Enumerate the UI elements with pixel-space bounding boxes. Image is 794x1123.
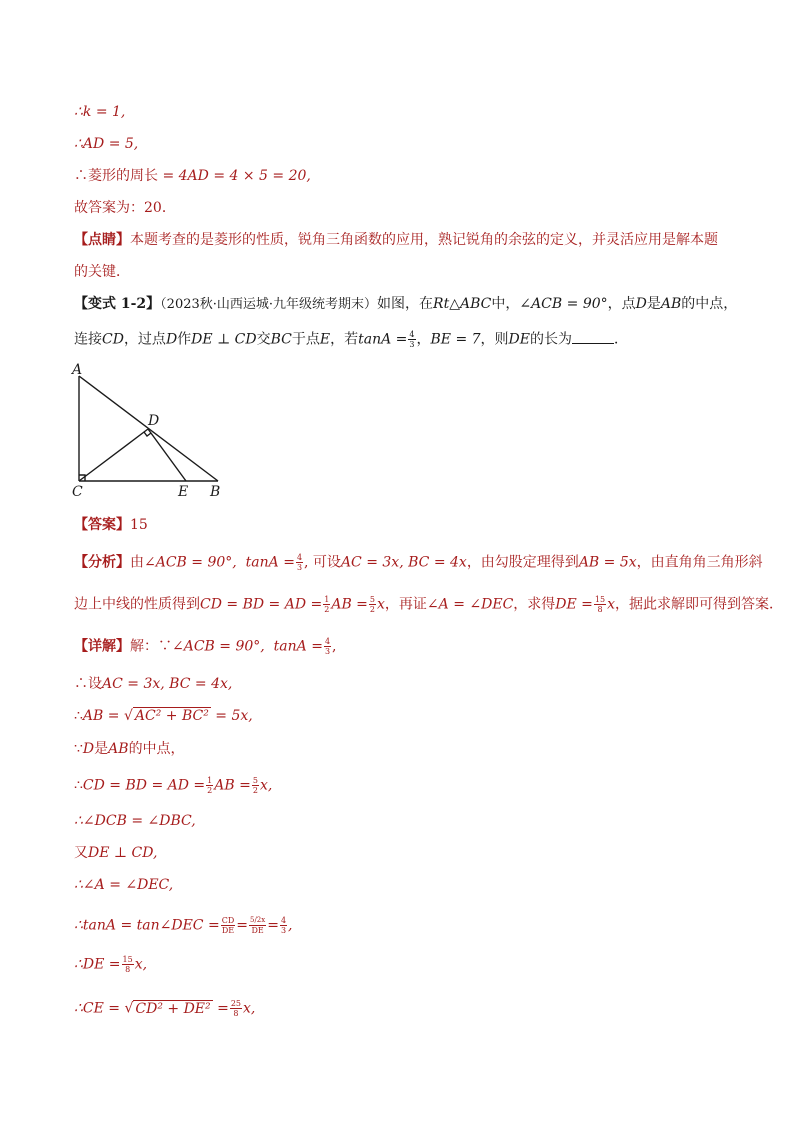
- detail-text: 解：∵: [130, 638, 172, 655]
- problem-tag: 【变式 1-2】: [74, 296, 161, 312]
- analysis-text: , 可设: [304, 554, 341, 571]
- problem-text: 交: [256, 331, 271, 348]
- step-math: ,: [288, 917, 293, 934]
- analysis-math: x: [377, 596, 385, 613]
- comment-line-2: 的关键．: [74, 264, 130, 280]
- detail-header: [74, 637, 336, 656]
- step-math: AB =: [214, 777, 251, 794]
- sqrt-content: AC² + BC²: [134, 708, 209, 724]
- problem-text: ，若: [330, 331, 359, 348]
- step-text: ∴: [74, 777, 83, 794]
- fraction: $\frac{5}{2}$: [252, 776, 258, 795]
- step-math: BC = 4x,: [169, 676, 233, 692]
- step-math: x,: [243, 1000, 256, 1017]
- problem-math: BE = 7: [430, 331, 481, 348]
- fraction: $\frac{5}{2}$: [369, 595, 376, 614]
- problem-math: E: [319, 331, 331, 348]
- label-b: B: [210, 484, 221, 500]
- step-de: [74, 955, 147, 974]
- analysis-math: x: [607, 596, 615, 613]
- answer-line: 故答案为：20．: [74, 200, 176, 216]
- step-text: ∵: [74, 741, 83, 757]
- analysis-math: BC = 4x: [408, 554, 467, 571]
- problem-text: 的长为: [530, 331, 572, 348]
- step-math: =: [267, 917, 279, 934]
- step-math: AB: [108, 741, 129, 757]
- step-angle-eq: ∴∠A = ∠DEC,: [74, 877, 174, 893]
- label-d: D: [148, 413, 160, 429]
- comment-line-1: [74, 231, 718, 249]
- problem-line-2: [74, 330, 628, 349]
- step-math: CD = BD = AD =: [82, 777, 206, 794]
- analysis-text: 由: [130, 554, 144, 571]
- problem-text: 于点: [291, 331, 320, 348]
- problem-text: ，: [416, 331, 431, 348]
- label-a: A: [72, 362, 83, 378]
- detail-math: tanA =: [273, 638, 323, 655]
- step-perpendicular: [74, 844, 157, 862]
- step-math: x,: [259, 777, 273, 794]
- fraction: $\frac{4}{3}$: [296, 553, 303, 572]
- analysis-text: 边上中线的性质得到: [74, 596, 200, 613]
- step-text: ∴: [74, 708, 83, 724]
- step-midpoint: [74, 740, 185, 758]
- step-k: ∴k = 1,: [74, 104, 126, 120]
- analysis-math: DE =: [555, 596, 593, 613]
- fraction: $\frac{1}{2}$: [207, 776, 213, 795]
- step-text: 的中点，: [128, 741, 185, 757]
- perimeter-eq: = 4AD = 4 × 5 = 20,: [158, 168, 311, 184]
- problem-text: 的中点，: [681, 296, 738, 312]
- fraction: $\frac{15}{8}$: [594, 595, 606, 614]
- problem-math: DE: [508, 331, 530, 348]
- answer-blank: [572, 331, 614, 344]
- problem-text: 连接: [74, 331, 102, 348]
- analysis-text: ，再证: [384, 596, 427, 613]
- label-e: E: [178, 484, 189, 500]
- step-tan: [74, 916, 292, 935]
- problem-math: D: [165, 331, 178, 348]
- fraction: $\frac{25}{8}$: [230, 999, 242, 1018]
- label-c: C: [72, 484, 83, 500]
- analysis-math: AB =: [331, 596, 368, 613]
- analysis-math: tanA =: [245, 554, 295, 571]
- problem-math: DE ⊥ CD: [191, 331, 257, 348]
- analysis-text: ，求得: [513, 596, 556, 613]
- step-math: = 5x,: [215, 708, 253, 724]
- problem-source: （2023秋·山西运城·九年级统考期末）: [160, 297, 378, 312]
- step-math: DE ⊥ CD,: [88, 845, 158, 861]
- problem-math: Rt△ABC: [433, 296, 492, 312]
- step-set: [74, 675, 232, 693]
- step-math: AB =: [82, 708, 120, 724]
- problem-math: D: [635, 296, 647, 312]
- problem-math: ∠ACB = 90°: [519, 296, 608, 312]
- detail-tag: 【详解】: [74, 638, 130, 655]
- problem-text: ．: [614, 331, 628, 348]
- analysis-text: ，据此求解即可得到答案．: [615, 596, 783, 613]
- step-math: x,: [134, 956, 148, 973]
- step-math: ∴DE =: [74, 956, 121, 973]
- fraction: $\frac{1}{2}$: [324, 595, 330, 614]
- step-math: D: [82, 741, 95, 757]
- fraction: $\frac{CD}{DE}$: [221, 916, 235, 935]
- problem-line-1: [74, 295, 737, 314]
- problem-text: ，点: [607, 296, 636, 312]
- perimeter-label: ∴菱形的周长: [74, 168, 158, 184]
- segment-cd: [79, 429, 148, 481]
- analysis-line-2: [74, 595, 783, 614]
- analysis-math: ∠A = ∠DEC: [426, 596, 514, 613]
- step-text: ∴设: [74, 676, 102, 692]
- step-ad: ∴AD = 5,: [74, 136, 139, 152]
- comment-text: 本题考查的是菱形的性质，锐角三角函数的应用，熟记锐角的余弦的定义，并灵活应用是解本题: [130, 232, 718, 248]
- problem-text: 作: [177, 331, 192, 348]
- problem-math: AB: [660, 296, 682, 312]
- fraction: $\frac{4}{3}$: [280, 916, 287, 935]
- problem-text: 是: [646, 296, 661, 312]
- answer-value: 15: [130, 517, 148, 533]
- problem-text: 如图，在: [377, 296, 434, 312]
- analysis-line-1: [74, 553, 763, 572]
- analysis-text: ，由直角角三角形斜: [636, 554, 763, 571]
- fraction: $\frac{15}{8}$: [122, 955, 133, 974]
- problem-text: ，过点: [123, 331, 166, 348]
- answer-tag: 【答案】: [74, 517, 130, 533]
- problem-math: CD: [102, 331, 124, 348]
- analysis-tag: 【分析】: [74, 554, 130, 571]
- comment-tag: 【点睛】: [74, 232, 130, 248]
- analysis-math: ∠ACB = 90°,: [144, 554, 237, 571]
- step-ce: ∴CE = √ CD² + DE² = $\frac{25}{8}$ x,: [74, 999, 256, 1018]
- problem-text: 中，: [491, 296, 520, 312]
- step-angles: ∴∠DCB = ∠DBC,: [74, 813, 196, 829]
- segment-de: [148, 429, 186, 481]
- analysis-math: AC = 3x,: [340, 554, 404, 571]
- step-math: =: [236, 917, 248, 934]
- problem-math: tanA =: [358, 331, 408, 348]
- detail-math: ∠ACB = 90°,: [172, 638, 265, 655]
- step-math: AC = 3x,: [102, 676, 165, 692]
- step-math: =: [217, 1000, 229, 1017]
- problem-math: BC: [270, 331, 292, 348]
- step-text: 又: [74, 845, 88, 861]
- step-text: 是: [94, 741, 109, 757]
- analysis-math: CD = BD = AD =: [200, 596, 323, 613]
- answer-block: [74, 516, 148, 534]
- analysis-text: ，由勾股定理得到: [466, 554, 579, 571]
- step-perimeter: [74, 167, 311, 185]
- step-ab: ∴AB = √ AC² + BC² = 5x,: [74, 708, 253, 724]
- fraction: $\frac{4}{3}$: [324, 637, 331, 656]
- analysis-math: AB = 5x: [578, 554, 637, 571]
- step-cd: [74, 776, 272, 795]
- fraction: $\frac{4}{3}$: [409, 330, 415, 349]
- step-math: ∴CE =: [74, 1000, 121, 1017]
- problem-text: ，则: [480, 331, 509, 348]
- fraction: $\frac{5/2x}{DE}$: [249, 916, 266, 935]
- detail-text: ,: [332, 638, 337, 655]
- sqrt-content: CD² + DE²: [135, 1000, 211, 1017]
- step-math: ∴tanA = tan∠DEC =: [74, 917, 220, 934]
- triangle-figure: [68, 358, 238, 503]
